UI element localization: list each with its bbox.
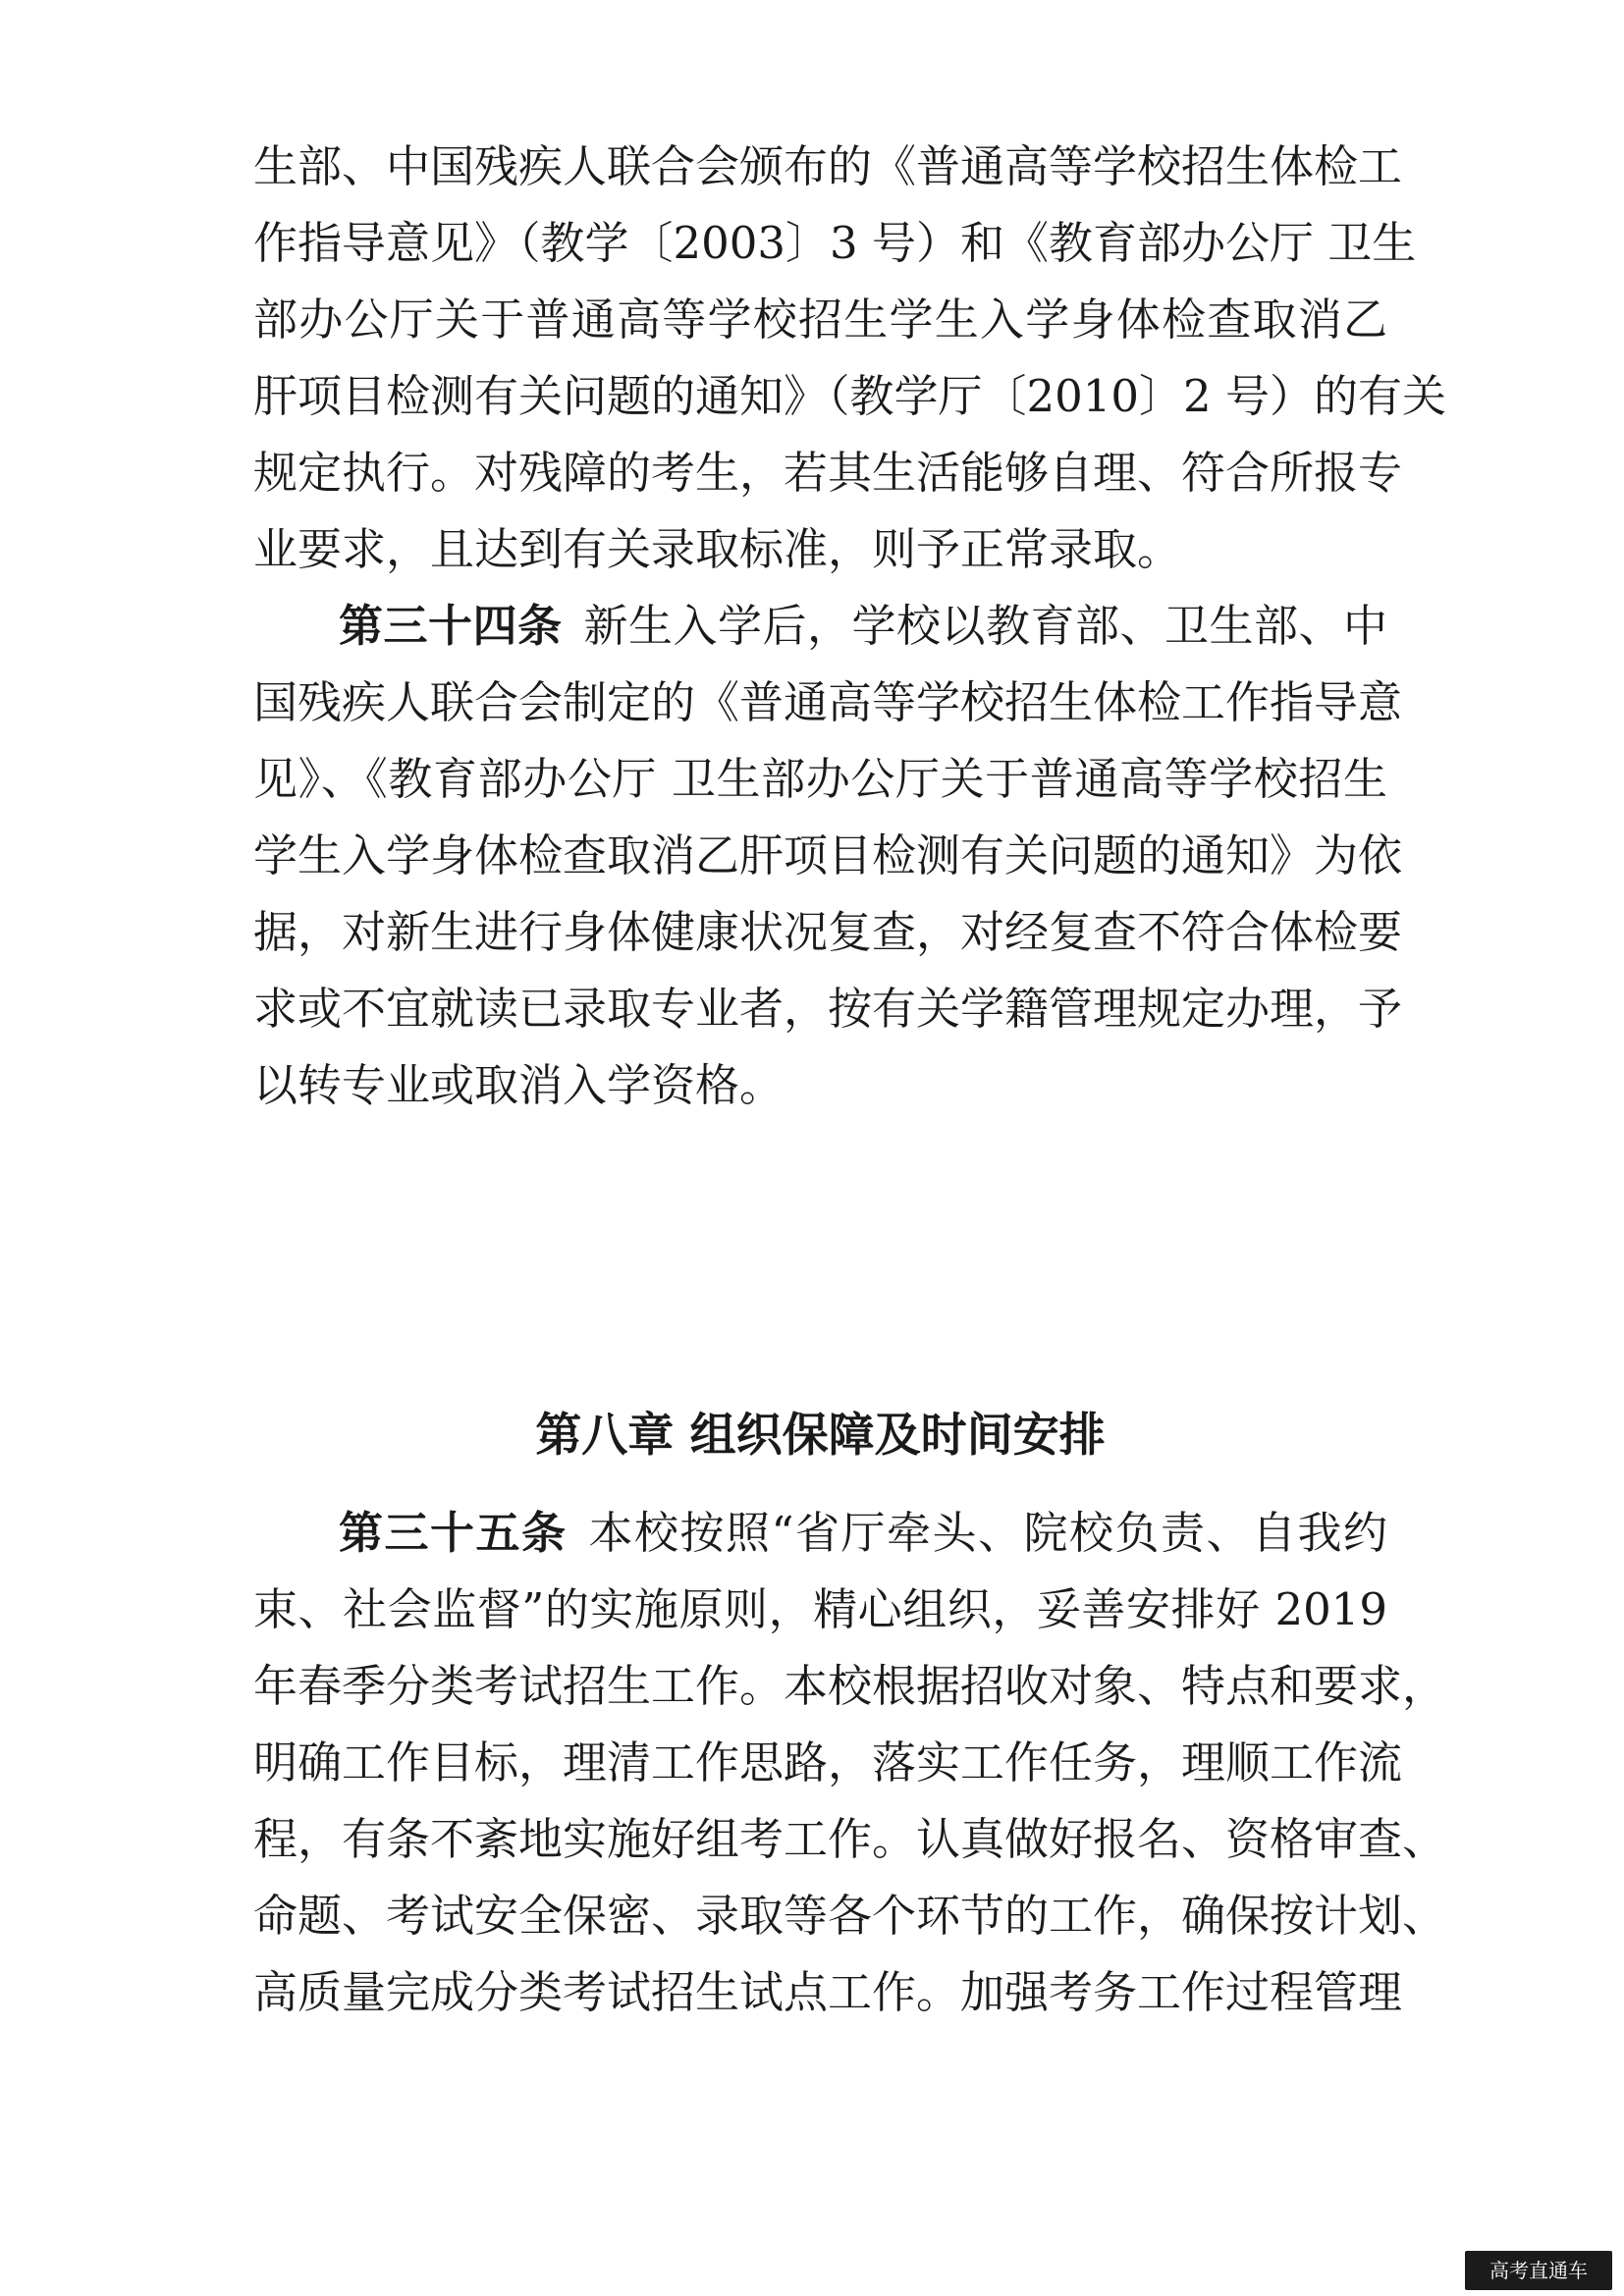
- text-line: 肝项目检测有关问题的通知》（教学厅〔2010〕2 号）的有关: [253, 370, 1446, 422]
- text-line: 以转专业或取消入学资格。: [253, 1059, 785, 1111]
- text-line: 规定执行。对残障的考生，若其生活能够自理、符合所报专: [253, 447, 1403, 499]
- text-line: 本校按照“省厅牵头、院校负责、自我约: [588, 1507, 1387, 1559]
- article-first-line: [339, 1504, 1387, 1563]
- article-label: 第三十五条: [339, 1507, 568, 1559]
- text-line: 作指导意见》（教学〔2003〕3 号）和《教育部办公厅 卫生: [253, 217, 1417, 269]
- text-line: 求或不宜就读已录取专业者，按有关学籍管理规定办理，予: [253, 983, 1403, 1035]
- text-line: 生部、中国残疾人联合会颁布的《普通高等学校招生体检工: [253, 140, 1403, 192]
- text-line: 新生入学后，学校以教育部、卫生部、中: [583, 600, 1387, 652]
- text-line: 束、社会监督”的实施原则，精心组织，妥善安排好 2019: [253, 1583, 1387, 1635]
- watermark-badge: 高考直通车: [1465, 2251, 1612, 2290]
- text-line: 部办公厅关于普通高等学校招生学生入学身体检查取消乙: [253, 294, 1387, 346]
- article-first-line: [339, 597, 1387, 656]
- text-line: 学生入学身体检查取消乙肝项目检测有关问题的通知》为依: [253, 829, 1403, 881]
- chapter-heading: 第八章 组织保障及时间安排: [535, 1409, 1106, 1463]
- text-line: 据，对新生进行身体健康状况复查，对经复查不符合体检要: [253, 906, 1403, 958]
- text-line: 程，有条不紊地实施好组考工作。认真做好报名、资格审查、: [253, 1813, 1447, 1865]
- text-line: 见》、《教育部办公厅 卫生部办公厅关于普通高等学校招生: [253, 753, 1387, 805]
- text-line: 高质量完成分类考试招生试点工作。加强考务工作过程管理: [253, 1966, 1403, 2018]
- text-line: 明确工作目标，理清工作思路，落实工作任务，理顺工作流: [253, 1736, 1403, 1789]
- text-line: 年春季分类考试招生工作。本校根据招收对象、特点和要求，: [253, 1660, 1447, 1712]
- article-label: 第三十四条: [339, 600, 563, 652]
- text-line: 国残疾人联合会制定的《普通高等学校招生体检工作指导意: [253, 676, 1403, 728]
- text-line: 命题、考试安全保密、录取等各个环节的工作，确保按计划、: [253, 1890, 1447, 1942]
- text-line: 业要求，且达到有关录取标准，则予正常录取。: [253, 523, 1182, 575]
